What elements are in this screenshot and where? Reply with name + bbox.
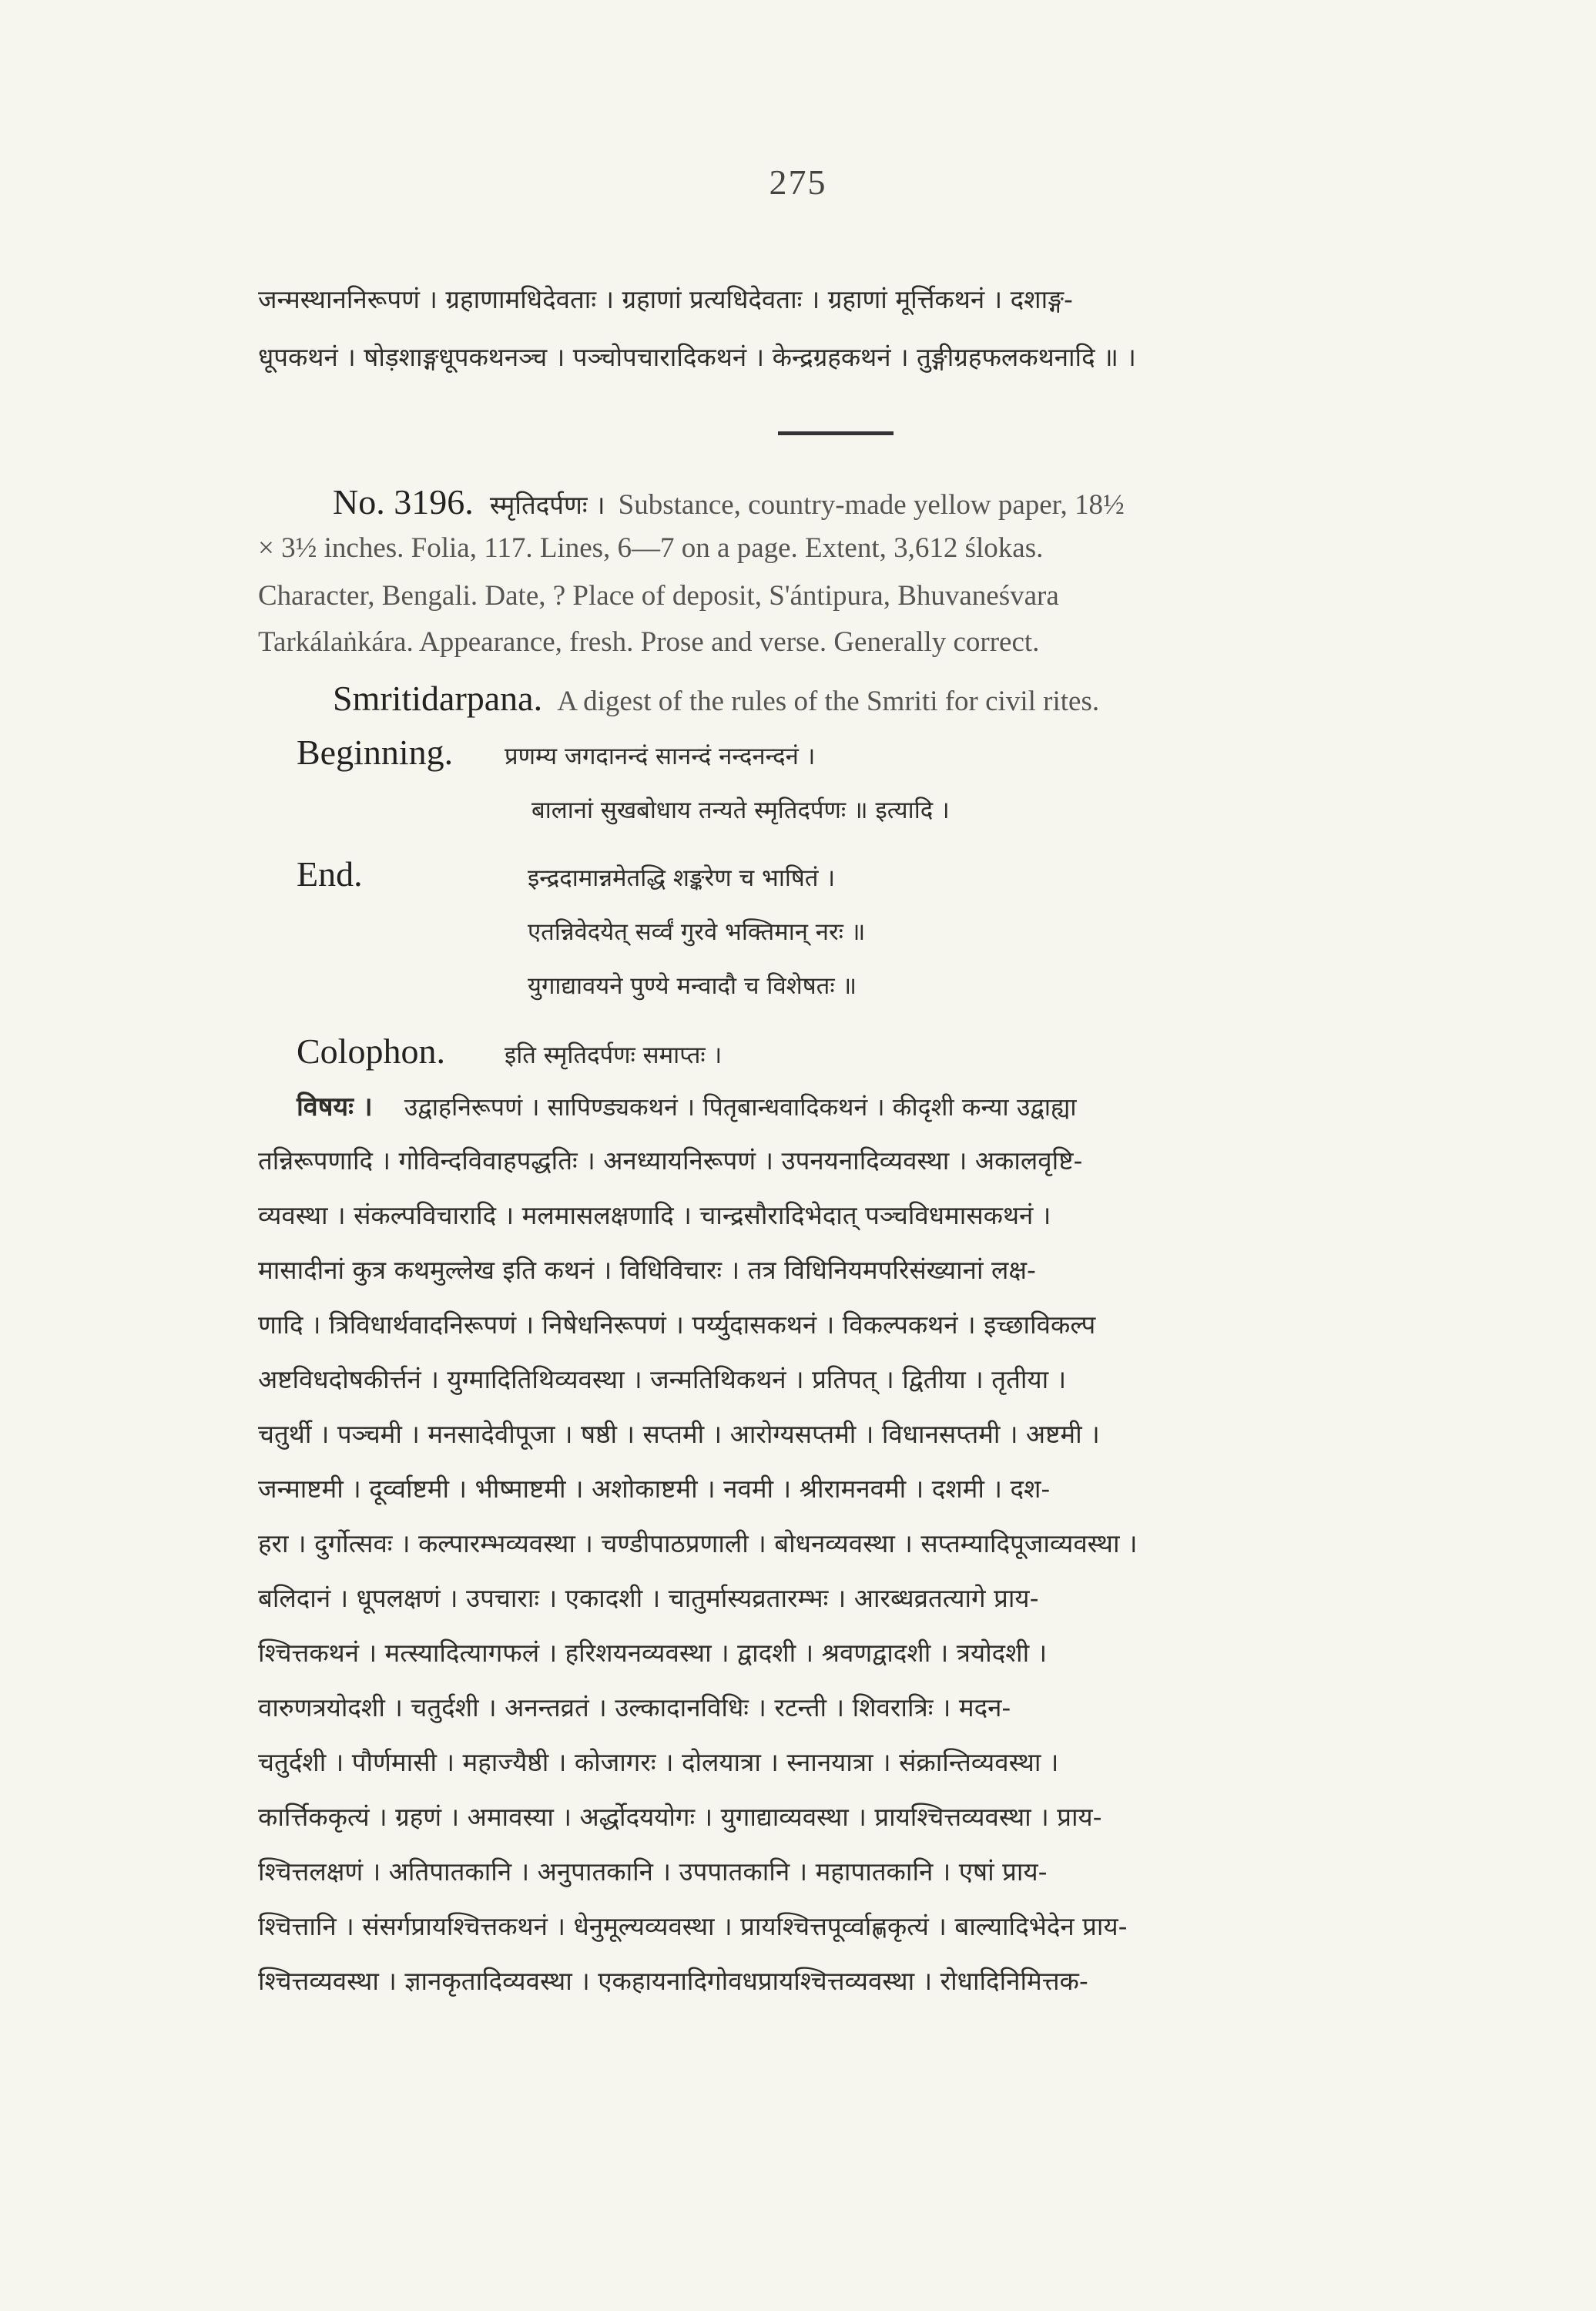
beginning-line-1: प्रणम्य जगदानन्दं सानन्दं नन्दनन्दनं । (505, 743, 816, 770)
description-line-1: Substance, country-made yellow paper, 18½ (618, 489, 1125, 521)
vishaya-label: विषयः । (297, 1092, 373, 1122)
vishaya-line-17: श्चित्तव्यवस्था । ज्ञानकृतादिव्यवस्था । एकहायनादिगोवधप्रायश्चित्तव्यवस्था । रोधादिनिमित्तक- (258, 1966, 1088, 1996)
vishaya-line-8: जन्माष्टमी । दूर्व्वाष्टमी । भीष्माष्टमी । अशोकाष्टमी । नवमी । श्रीरामनवमी । दशमी । दश- (258, 1474, 1051, 1504)
work-title: Smritidarpana. (333, 679, 543, 718)
vishaya-line-13: चतुर्दशी । पौर्णमासी । महाज्यैष्ठी । कोजागरः । दोलयात्रा । स्नानयात्रा । संक्रान्तिव्यवस्था । (258, 1747, 1059, 1777)
vishaya-line-1-text: उद्वाहनिरूपणं । सापिण्ड्यकथनं । पितृबान्धवादिकथनं । कीदृशी कन्या उद्वाह्या (404, 1092, 1077, 1122)
entry-header (333, 481, 1419, 522)
beginning-line-2: बालानां सुखबोधाय तन्यते स्मृतिदर्पणः ॥ इत्यादि । (531, 797, 950, 824)
work-title-line (333, 678, 1419, 719)
vishaya-line-16: श्चित्तानि । संसर्गप्रायश्चित्तकथनं । धेनुमूल्यव्यवस्था । प्रायश्चित्तपूर्व्वाह्णकृत्यं । बाल्यादिभेदेन प्राय- (258, 1911, 1128, 1941)
beginning-label: Beginning. (297, 733, 454, 772)
vishaya-line-7: चतुर्थी । पञ्चमी । मनसादेवीपूजा । षष्ठी । सप्तमी । आरोग्यसप्तमी । विधानसप्तमी । अष्टमी । (258, 1419, 1100, 1449)
vishaya-line-10: बलिदानं । धूपलक्षणं । उपचाराः । एकादशी । चातुर्मास्यव्रतारम्भः । आरब्धव्रतत्यागे प्राय- (258, 1583, 1039, 1613)
vishaya-line-11: श्चित्तकथनं । मत्स्यादित्यागफलं । हरिशयनव्यवस्था । द्वादशी । श्रवणद्वादशी । त्रयोदशी । (258, 1638, 1048, 1668)
vishaya-line-4: मासादीनां कुत्र कथमुल्लेख इति कथनं । विधिविचारः । तत्र विधिनियमपरिसंख्यानां लक्ष- (258, 1255, 1036, 1285)
description-line-4: Tarkálaṅkára. Appearance, fresh. Prose and verse. Generally correct. (258, 626, 1040, 658)
entry-title-devanagari: स्मृतिदर्पणः । (489, 490, 605, 520)
vishaya-line-6: अष्टविधदोषकीर्त्तनं । युग्मादितिथिव्यवस्था । जन्मतिथिकथनं । प्रतिपत् । द्वितीया । तृतीया । (258, 1364, 1067, 1394)
description-line-2: × 3½ inches. Folia, 117. Lines, 6—7 on a page. Extent, 3,612 ślokas. (258, 532, 1044, 564)
vishaya-line-3: व्यवस्था । संकल्पविचारादि । मलमासलक्षणादि । चान्द्रसौरादिभेदात् पञ्चविधमासकथनं । (258, 1200, 1051, 1230)
top-line-1: जन्मस्थाननिरूपणं । ग्रहाणामधिदेवताः । ग्रहाणां प्रत्यधिदेवताः । ग्रहाणां मूर्त्तिकथनं । दशाङ्ग- (258, 284, 1073, 314)
description-line-3: Character, Bengali. Date, ? Place of deposit, S'ántipura, Bhuvaneśvara (258, 580, 1059, 612)
entry-number: No. 3196. (333, 482, 474, 522)
vishaya-line-1 (258, 1088, 1421, 1123)
vishaya-line-2: तन्निरूपणादि । गोविन्दविवाहपद्धतिः । अनध्यायनिरूपणं । उपनयनादिव्यवस्था । अकालवृष्टि- (258, 1145, 1083, 1176)
end-label: End. (297, 854, 363, 894)
vishaya-line-12: वारुणत्रयोदशी । चतुर्दशी । अनन्तव्रतं । उल्कादानविधिः । रटन्ती । शिवरात्रिः । मदन- (258, 1692, 1011, 1722)
vishaya-line-14: कार्त्तिककृत्यं । ग्रहणं । अमावस्या । अर्द्धोदययोगः । युगाद्याव्यवस्था । प्रायश्चित्तव्यवस्था । प्राय- (258, 1802, 1102, 1832)
end-line-2: एतन्निवेदयेत् सर्व्वं गुरवे भक्तिमान् नरः ॥ (528, 918, 866, 946)
page-number: 275 (769, 163, 827, 202)
vishaya-line-9: हरा । दुर्गोत्सवः । कल्पारम्भव्यवस्था । चण्डीपाठप्रणाली । बोधनव्यवस्था । सप्तम्यादिपूजाव्यवस्था । (258, 1528, 1138, 1558)
work-description: A digest of the rules of the Smriti for civil rites. (557, 686, 1100, 717)
colophon-label: Colophon. (297, 1031, 445, 1071)
section-divider (778, 431, 894, 435)
end-line-3: युगाद्यावयने पुण्ये मन्वादौ च विशेषतः ॥ (528, 972, 857, 1000)
vishaya-line-5: णादि । त्रिविधार्थवादनिरूपणं । निषेधनिरूपणं । पर्य्युदासकथनं । विकल्पकथनं । इच्छाविकल्प (258, 1310, 1096, 1340)
end-line-1: इन्द्रदामान्नमेतद्धि शङ्करेण च भाषितं । (528, 864, 836, 892)
top-line-2: धूपकथनं । षोड़शाङ्गधूपकथनञ्च । पञ्चोपचारादिकथनं । केन्द्रग्रहकथनं । तुङ्गीग्रहफलकथनादि ॥ । (258, 342, 1136, 372)
colophon-text: इति स्मृतिदर्पणः समाप्तः । (505, 1041, 723, 1069)
vishaya-line-15: श्चित्तलक्षणं । अतिपातकानि । अनुपातकानि । उपपातकानि । महापातकानि । एषां प्राय- (258, 1857, 1048, 1887)
